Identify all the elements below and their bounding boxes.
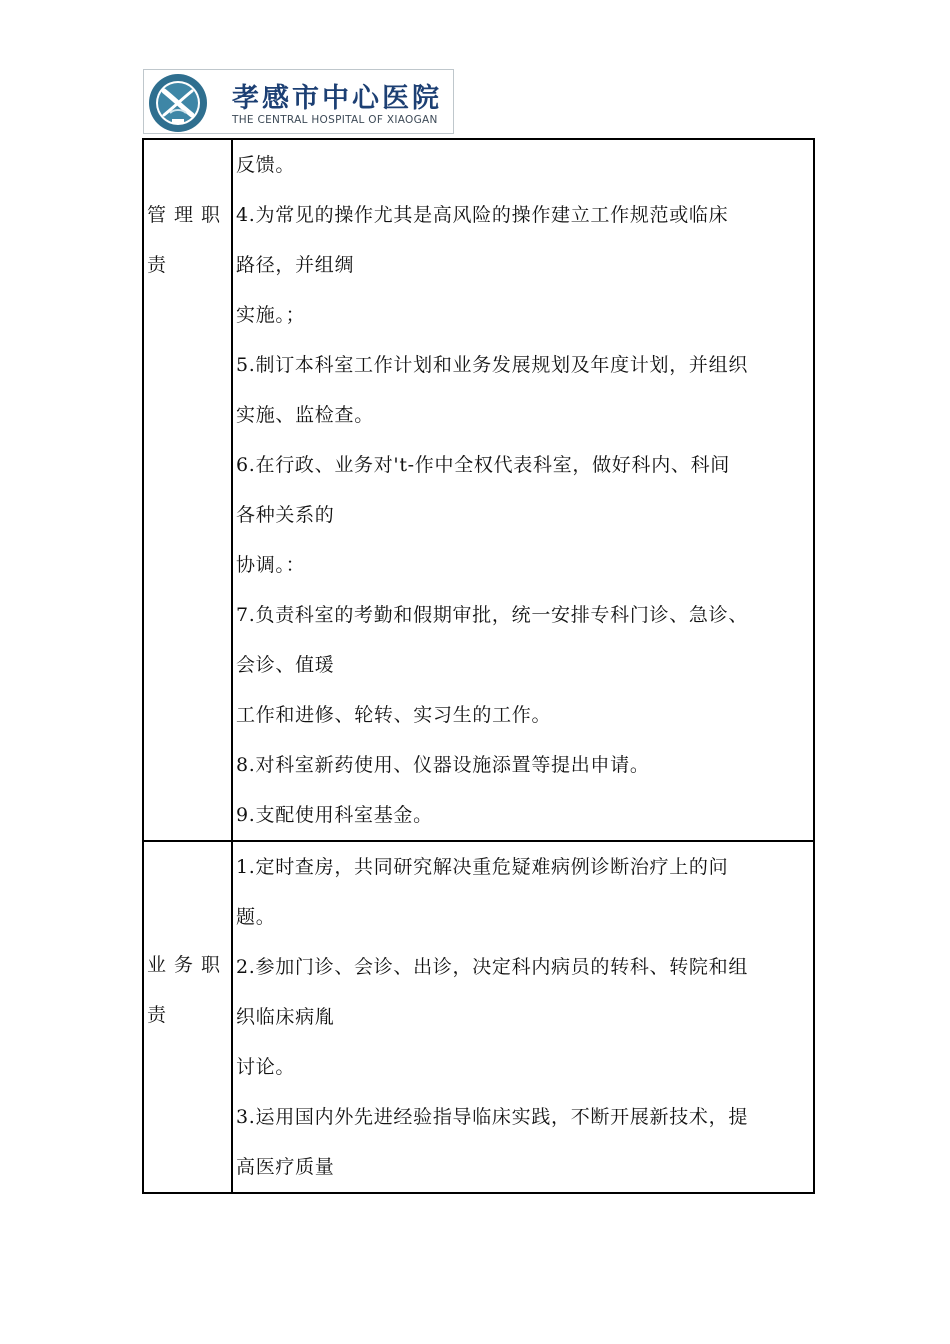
section-label-cell [143,841,232,1193]
section-content-cell [232,139,814,841]
hospital-name-cn: 孝感市中心医院 [232,83,442,114]
duty-line: 反馈。 [236,154,296,176]
duty-line: 路径，并组绸 [236,254,355,276]
section-content-cell [232,841,814,1193]
duty-line: 织临床病胤 [236,1006,335,1028]
section-label-cell [143,139,232,841]
duty-line: 5.制订本科室工作计划和业务发展规划及年度计划，并组织 [236,354,749,376]
duty-line: 实施。； [236,304,306,326]
duty-line: 2.参加门诊、会诊、出诊，决定科内病员的转科、转院和组 [236,956,749,978]
section-label: 管理职责 [147,204,229,276]
duty-line: 各种关系的 [236,504,335,526]
duty-line: 高医疗质量 [236,1156,335,1178]
duty-line: 1.定时查房，共同研究解决重危疑难病例诊断治疗上的问 [236,856,729,878]
duty-line: 9.支配使用科室基金。 [236,804,433,826]
hospital-logo [143,69,454,134]
hospital-name-en: THE CENTRAL HOSPITAL OF XIAOGAN [232,114,438,126]
duty-line: 7.负责科室的考勤和假期审批，统一安排专科门诊、急诊、 [236,604,749,626]
duty-line: 6.在行政、业务对't-作中全权代表科室，做好科内、科间 [236,454,731,476]
business-duties-row [143,841,814,1193]
duty-table [142,138,815,1194]
duty-line: 题。 [236,906,276,928]
hospital-emblem-icon [148,73,208,133]
duty-line: 4.为常见的操作尤其是高风险的操作建立工作规范或临床 [236,204,729,226]
duty-line: 8.对科室新药使用、仪器设施添置等提出申请。 [236,754,650,776]
duty-line: 工作和进修、轮转、实习生的工作。 [236,704,552,726]
management-duties-row [143,139,814,841]
duty-line: 实施、监检查。 [236,404,374,426]
duty-line: 协调。： [236,554,306,576]
duty-line: 3.运用国内外先进经验指导临床实践，不断开展新技术，提 [236,1106,749,1128]
duty-line: 讨论。 [236,1056,296,1078]
section-label: 业务职责 [147,954,229,1026]
duty-line: 会诊、值瑗 [236,654,335,676]
